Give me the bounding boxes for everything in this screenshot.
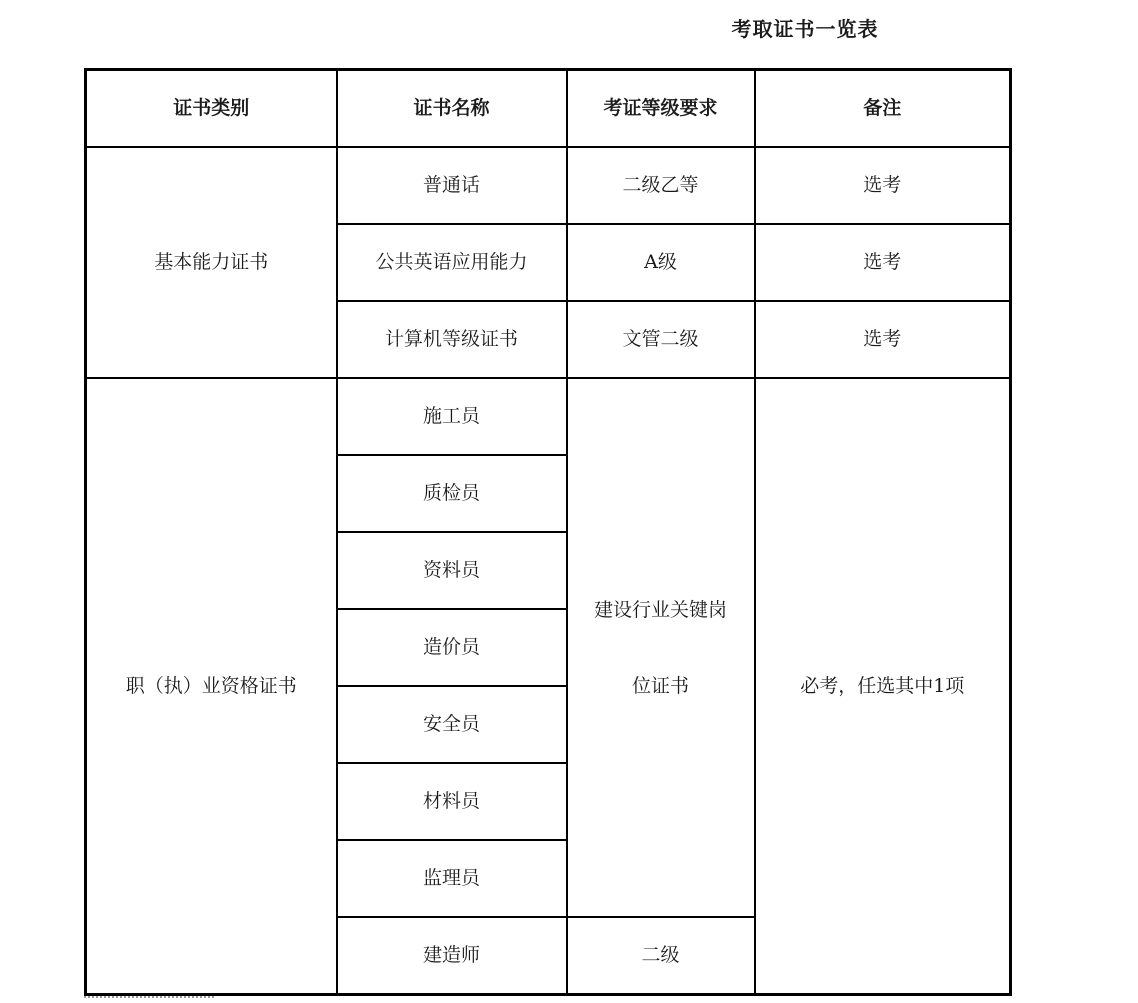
table-row xyxy=(86,147,1011,224)
level-merged-line2: 位证书 xyxy=(631,674,689,697)
cert-name-cell: 计算机等级证书 xyxy=(337,301,567,378)
cert-note-merged: 必考，任选其中1项 xyxy=(755,378,1011,995)
cert-level-cell: A级 xyxy=(567,224,755,301)
header-note: 备注 xyxy=(755,70,1011,148)
cert-name-cell: 材料员 xyxy=(337,763,567,840)
cert-level-cell: 二级 xyxy=(567,917,755,995)
cert-name-cell: 资料员 xyxy=(337,532,567,609)
category-professional: 职（执）业资格证书 xyxy=(86,378,337,995)
cert-level-cell: 二级乙等 xyxy=(567,147,755,224)
table-row xyxy=(86,378,1011,455)
cert-name-cell: 公共英语应用能力 xyxy=(337,224,567,301)
cert-name-cell: 监理员 xyxy=(337,840,567,917)
cert-note-cell: 选考 xyxy=(755,147,1011,224)
document-title: 考取证书一览表 xyxy=(731,17,879,41)
cert-level-merged xyxy=(567,378,755,917)
footer-divider xyxy=(84,996,214,1002)
cert-name-cell: 普通话 xyxy=(337,147,567,224)
certificate-table xyxy=(84,68,1012,996)
cert-level-cell: 文管二级 xyxy=(567,301,755,378)
cert-note-cell: 选考 xyxy=(755,224,1011,301)
cert-note-cell: 选考 xyxy=(755,301,1011,378)
table-header-row xyxy=(86,70,1011,148)
cert-name-cell: 建造师 xyxy=(337,917,567,995)
category-basic: 基本能力证书 xyxy=(86,147,337,378)
header-name: 证书名称 xyxy=(337,70,567,148)
level-merged-line1: 建设行业关键岗 xyxy=(593,598,727,621)
cert-name-cell: 质检员 xyxy=(337,455,567,532)
header-category: 证书类别 xyxy=(86,70,337,148)
cert-name-cell: 造价员 xyxy=(337,609,567,686)
header-level: 考证等级要求 xyxy=(567,70,755,148)
cert-name-cell: 施工员 xyxy=(337,378,567,455)
cert-name-cell: 安全员 xyxy=(337,686,567,763)
